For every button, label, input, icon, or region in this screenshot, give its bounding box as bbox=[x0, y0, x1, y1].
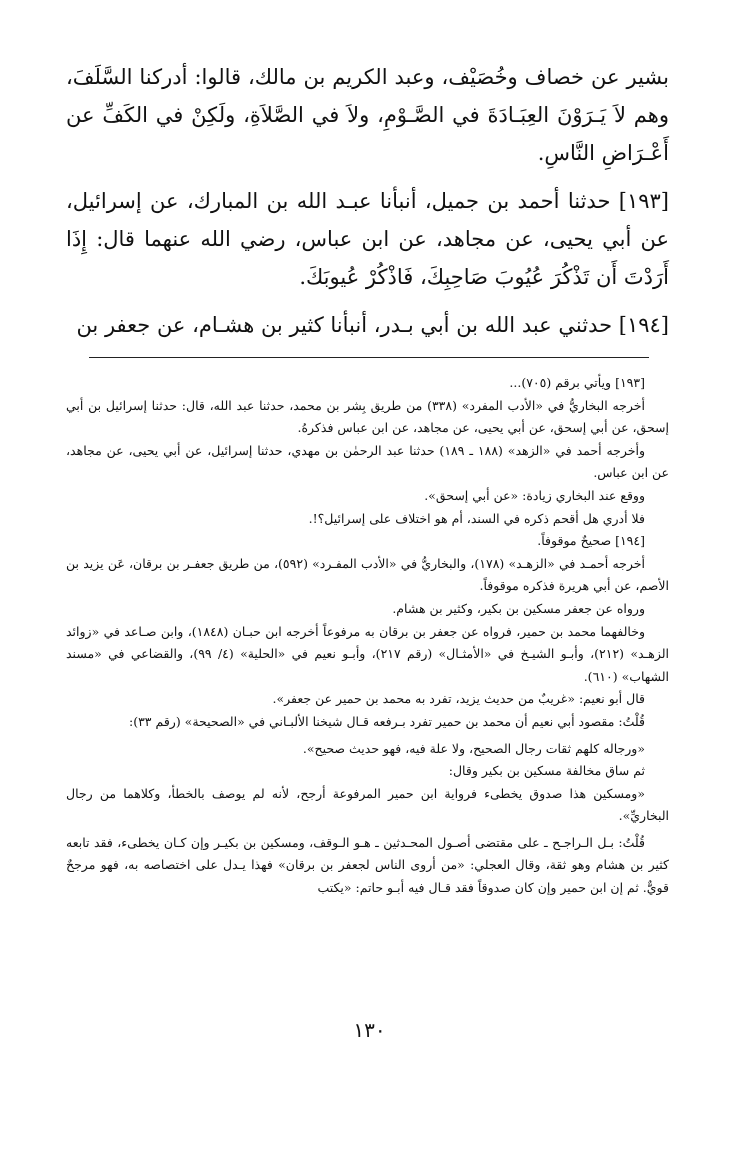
footnote-quote: «ورجاله كلهم ثقات رجال الصحيح، ولا علة فيه، فهو حديث صحيح». bbox=[302, 740, 645, 756]
footnote-quote: «ومسكين هذا صدوق يخطىء فرواية ابن حمير المرفوعة أرجح، لأنه لم يوصف بالخطأ، وكلاهما من رجال البخاريِّ». bbox=[66, 785, 669, 824]
footnote-line: ورواه عن جعفر مسكين بن بكير، وكثير بن هشام. bbox=[392, 600, 645, 616]
main-paragraph-continuation: بشير عن خصاف وخُصَيْف، وعبد الكريم بن مالك، قالوا: أدركنا السَّلَفَ، وهم لاَ يَـرَوْنَ العِبَـادَةَ في الصَّـوْمِ، ولاَ في الصَّلاَةِ، ولَكِنْ في الكَفِّ عن أَعْـرَاضِ النَّاسِ. bbox=[66, 65, 669, 165]
main-paragraph-193: [١٩٣] حدثنا أحمد بن جميل، أنبأنا عبـد الله بن المبارك، عن إسرائيل، عن أبي يحيى، عن مجاهد، عن ابن عباس، رضي الله عنهما قال: إِذَا أَرَدْتَ أَن تَذْكُرَ عُيُوبَ صَاحِبِكَ، فَاذْكُرْ عُيوبَكَ. bbox=[66, 189, 669, 289]
footnote-line: وأخرجه أحمد في «الزهد» (١٨٨ ـ ١٨٩) حدثنا عبد الرحمٰن بن مهدي، حدثنا إسرائيل، عن أبي يحيى، عن مجاهد، عن ابن عباس. bbox=[66, 442, 669, 481]
page-number: ١٣٠ bbox=[353, 1018, 386, 1042]
footnote-line: أخرجه أحمـد في «الزهـد» (١٧٨)، والبخاريُّ في «الأدب المفـرد» (٥٩٢)، من طريق جعفـر بن برقان، عَن يزيد بن الأصم، عن أبي هريرة فذكره موقوفاً. bbox=[66, 555, 669, 594]
footnote-heading-193: [١٩٣] ويأتي برقم (٧٠٥)... bbox=[509, 375, 645, 390]
footnote-divider bbox=[89, 357, 649, 358]
footnote-line: ثم ساق مخالفة مسكين بن بكير وقال: bbox=[448, 763, 645, 779]
footnote-heading-194: [١٩٤] صحيحٌ موقوفاً. bbox=[537, 533, 645, 549]
footnote-line: قُلْتُ: بـل الـراجـح ـ على مقتضى أصـول المحـدثين ـ هـو الـوقف، ومسكين بن بكيـر وإن كـان يخطىء، فقد تابعه كثير بن هشام وهو ثقة، وقال العجلي: «من أروى الناس لجعفر بن برقان» فهذا يـدل على اختصاصه به، فهو مرجحٌ قويٌّ. ثم إن ابن حمير وإن كان صدوقاً فقد قـال فيه أبـو حاتم: «يكتب bbox=[66, 834, 669, 896]
footnote-line: وخالفهما محمد بن حمير، فرواه عن جعفر بن برقان به مرفوعاً أخرجه ابن حبـان (١٨٤٨)، وابن صـاعد في «زوائد الزهـد» (٢١٢)، وأبـو الشيـخ في «الأمثـال» (رقم ٢١٧)، وأبـو نعيم في «الحلية» (٤/ ٩٩)، والقضاعي في «مسند الشهاب» (٦١٠). bbox=[66, 623, 669, 684]
main-text bbox=[66, 58, 669, 354]
footnotes bbox=[66, 372, 669, 900]
footnote-line: قال أبو نعيم: «غريبٌ من حديث يزيد، تفرد به محمد بن حمير عن جعفر». bbox=[272, 691, 645, 707]
main-paragraph-194: [١٩٤] حدثني عبد الله بن أبي بـدر، أنبأنا كثير بن هشـام، عن جعفر بن bbox=[76, 313, 669, 337]
footnote-line: فلا أدري هل أقحم ذكره في السند، أم هو اختلاف على إسرائيل؟!. bbox=[308, 510, 645, 526]
footnote-line: أخرجه البخاريُّ في «الأدب المفرد» (٣٣٨) من طريق بِشر بن محمد، حدثنا عبد الله، قال: حدثنا إسرائيل بن أبي إسحق، عن أبي إسحق، عن أبي يحيى، عن مجاهد، عن ابن عباس فذكرهُ. bbox=[66, 397, 669, 436]
footnote-line: ووقع عند البخاري زيادة: «عن أبي إسحق». bbox=[424, 487, 645, 503]
footnote-line: قُلْتُ: مقصود أبي نعيم أن محمد بن حمير تفرد بـرفعه قـال شيخنا الألبـاني في «الصحيحة» (رقم ٣٣): bbox=[129, 713, 645, 729]
